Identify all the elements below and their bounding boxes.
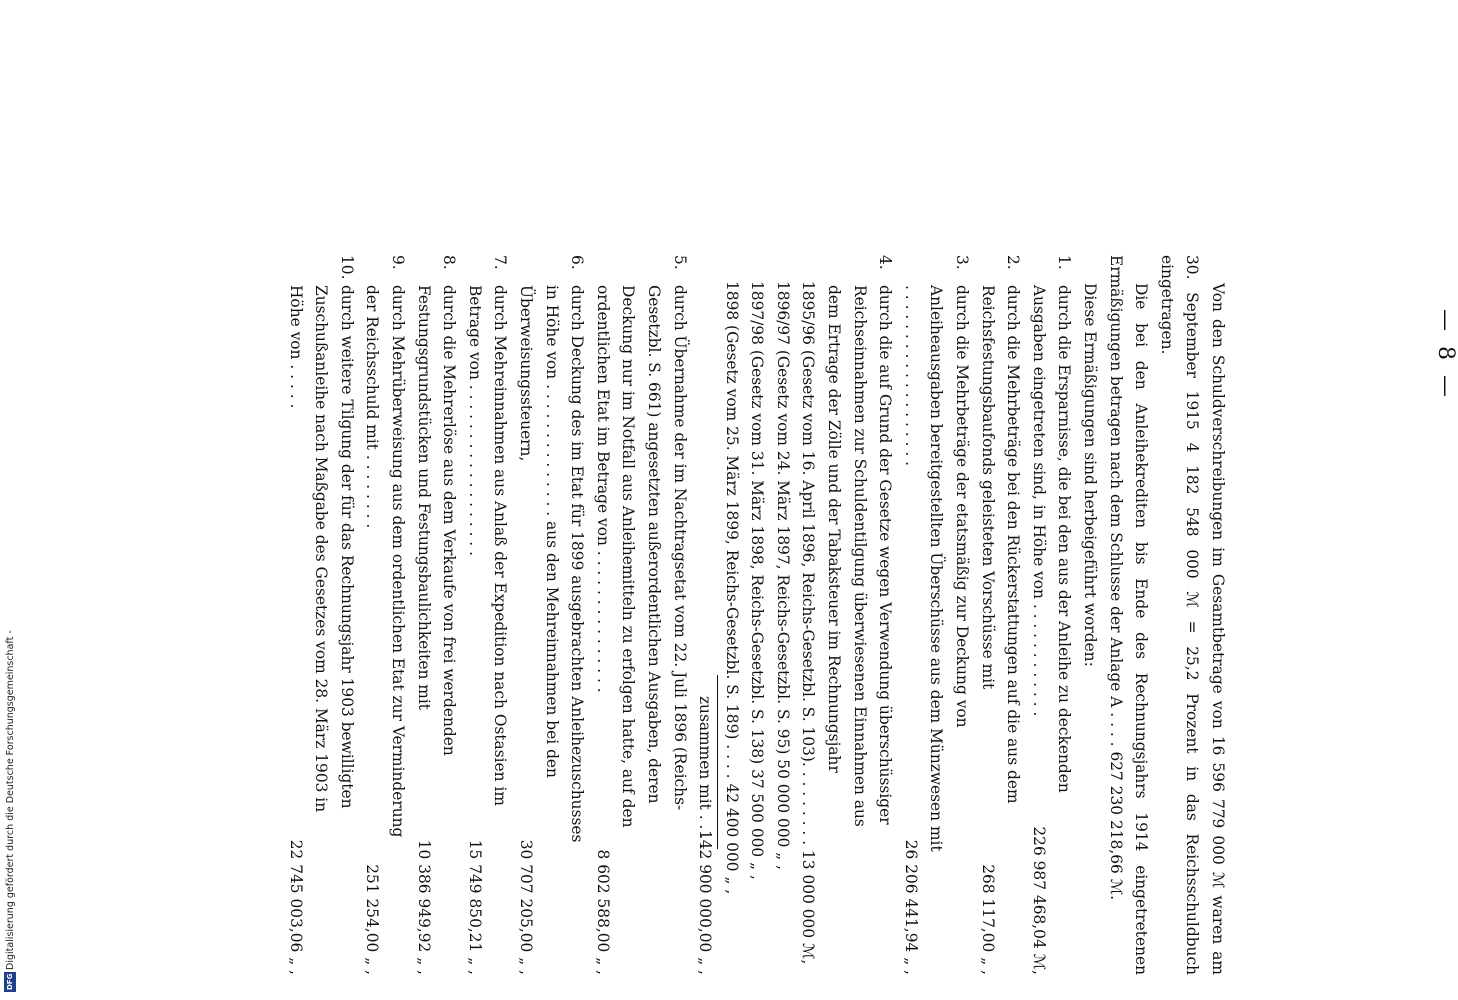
credit-text: Digitalisierung gefördert durch die Deutsche Forschungsgemeinschaft - (5, 630, 16, 970)
sub-item (718, 255, 744, 975)
intro-paragraph-1: Von den Schuldverschreibungen im Gesamtbetrage von 16 596 779 000 ℳ waren am 30. September 1915 4 182 548 000 ℳ = 25,2 Prozent in das Reichsschuldbuch eingetragen. (1157, 255, 1227, 975)
intro-paragraph-2: Die bei den Anleihekrediten bis Ende des Rechnungsjahrs 1914 eingetretenen Ermäßigungen betragen nach dem Schlusse der Anlage A . . . . 627 230 218,66 ℳ. (1106, 255, 1151, 975)
list-item (974, 255, 1025, 975)
item-text: durch die Mehrbeträge der etatsmäßig zur Deckung von Anleiheausgaben bereitgestellten Überschüsse aus dem Münzwesen mit . . . . . . . . . . . . . . . . . . . (901, 285, 972, 852)
sub-item-text: 1897/98 (Gesetz vom 31. März 1898, Reichs-Gesetzbl. S. 138) (748, 281, 767, 765)
sub-item (744, 255, 770, 975)
sub-item-text: 1896/97 (Gesetz vom 24. März 1897, Reichs-Gesetzbl. S. 95) (773, 281, 792, 755)
item-text: durch Mehrüberweisung aus dem ordentlichen Etat zur Verminderung der Reichsschuld mit . . . . . . . . (363, 285, 407, 838)
item-number: 2. (1004, 255, 1023, 270)
list-item (410, 255, 461, 975)
list-item (461, 255, 512, 975)
item-text: durch Übernahme der im Nachtragsetat vom 22. Juli 1896 (Reichs-Gesetzbl. S. 661) angesetzten außerordentlichen Ausgaben, deren Deckung nur im Notfall aus Anleihemitteln zu erfolgen hatte, auf den ordentlichen Etat im Betrage von . . . . . . . . . . . . . . . (593, 285, 689, 828)
list-item (589, 255, 691, 975)
item-text: durch die Mehrerlöse aus dem Verkaufe von frei werdenden Festungsgrundstücken und Festungsbaulichkeiten mit (414, 285, 459, 756)
item-text: durch Mehreinnahmen aus Anlaß der Expedition nach Ostasien im Betrage von . . . . . . . . . . . . . . . . . . (465, 285, 510, 806)
item-number: 5. (670, 255, 689, 270)
sub-item (769, 255, 795, 975)
intro-paragraph-3: Diese Ermäßigungen sind herbeigeführt worden: (1081, 283, 1100, 667)
sub-item-text: 1898 (Gesetz vom 25. März 1899, Reichs-Gesetzbl. S. 189) . . . . (722, 281, 741, 779)
subtotal-row (692, 255, 718, 975)
item-amount: 8 602 588,00 „ , (593, 849, 612, 975)
list-item (359, 255, 410, 975)
item-text: durch Deckung des im Etat für 1899 ausgebrachten Anleihezuschusses in Höhe von . . . . . . . . . . . . . . aus den Mehreinnahmen bei den Überweisungssteuern, (516, 285, 587, 843)
sub-item-value: 50 000 000 „ , (773, 759, 792, 871)
item-number: 3. (953, 255, 972, 270)
subtotal-amount: 142 900 000,00 „ , (696, 829, 715, 975)
subtotal-label: zusammen mit . . . . (696, 695, 715, 849)
item-number: 8. (440, 255, 459, 270)
sub-item-value: 42 400 000 „ , (722, 783, 741, 895)
digitization-credit (3, 2, 17, 992)
item-amount: 15 749 850,21 „ , (465, 839, 484, 975)
item-text: durch weitere Tilgung der für das Rechnungsjahr 1903 bewilligten Zuschußanleihe nach Maßgabe des Gesetzes vom 28. März 1903 in Höhe von . . . . . (286, 285, 356, 813)
dfg-logo: DFG (6, 973, 14, 991)
item-amount: 251 254,00 „ , (363, 864, 382, 975)
list-item (897, 255, 974, 975)
item-text: durch die Mehrbeträge bei den Rückerstattungen auf die aus dem Reichsfestungsbaufonds geleisteten Vorschüsse mit (978, 285, 1023, 804)
list-item (1025, 255, 1076, 975)
list-item (282, 255, 359, 975)
item-number: 7. (491, 255, 510, 270)
sub-item-value: 37 500 000 „ , (748, 769, 767, 880)
sub-item-value: 13 000 000 ℳ, (799, 850, 818, 965)
item-amount: 22 745 003,06 „ , (286, 839, 305, 975)
item-amount: 30 707 205,00 „ , (516, 839, 535, 975)
sub-item (795, 255, 821, 975)
item-number: 4. (876, 255, 895, 270)
item-amount: 268 117,00 „ , (978, 864, 997, 975)
item-number: 10. (337, 255, 356, 280)
item-amount: 26 206 441,94 „ , (901, 839, 920, 975)
scanned-page (130, 255, 1458, 975)
list-item (821, 255, 898, 975)
item-text: durch die Ersparnisse, die bei den aus der Anleihe zu deckenden Ausgaben eingetreten sind, in Höhe von . . . . . . . . . . . . (1029, 285, 1074, 793)
item-text: durch die auf Grund der Gesetze wegen Verwendung überschüssiger Reichseinnahmen zur Schuldentilgung überwiesenen Einnahmen aus dem Ertrage der Zölle und der Tabaksteuer im Rechnungsjahr (825, 285, 895, 827)
item-amount: 226 987 468,04 ℳ, (1029, 826, 1048, 975)
list-item (512, 255, 589, 975)
sub-item-text: 1895/96 (Gesetz vom 16. April 1896, Reichs-Gesetzbl. S. 103). . . . . . . . . (799, 281, 818, 846)
item-number: 6. (568, 255, 587, 270)
page-number: — 8 — (1433, 309, 1458, 401)
item-number: 1. (1055, 255, 1074, 270)
item-amount: 10 386 949,92 „ , (414, 839, 433, 975)
item-number: 9. (389, 255, 407, 270)
